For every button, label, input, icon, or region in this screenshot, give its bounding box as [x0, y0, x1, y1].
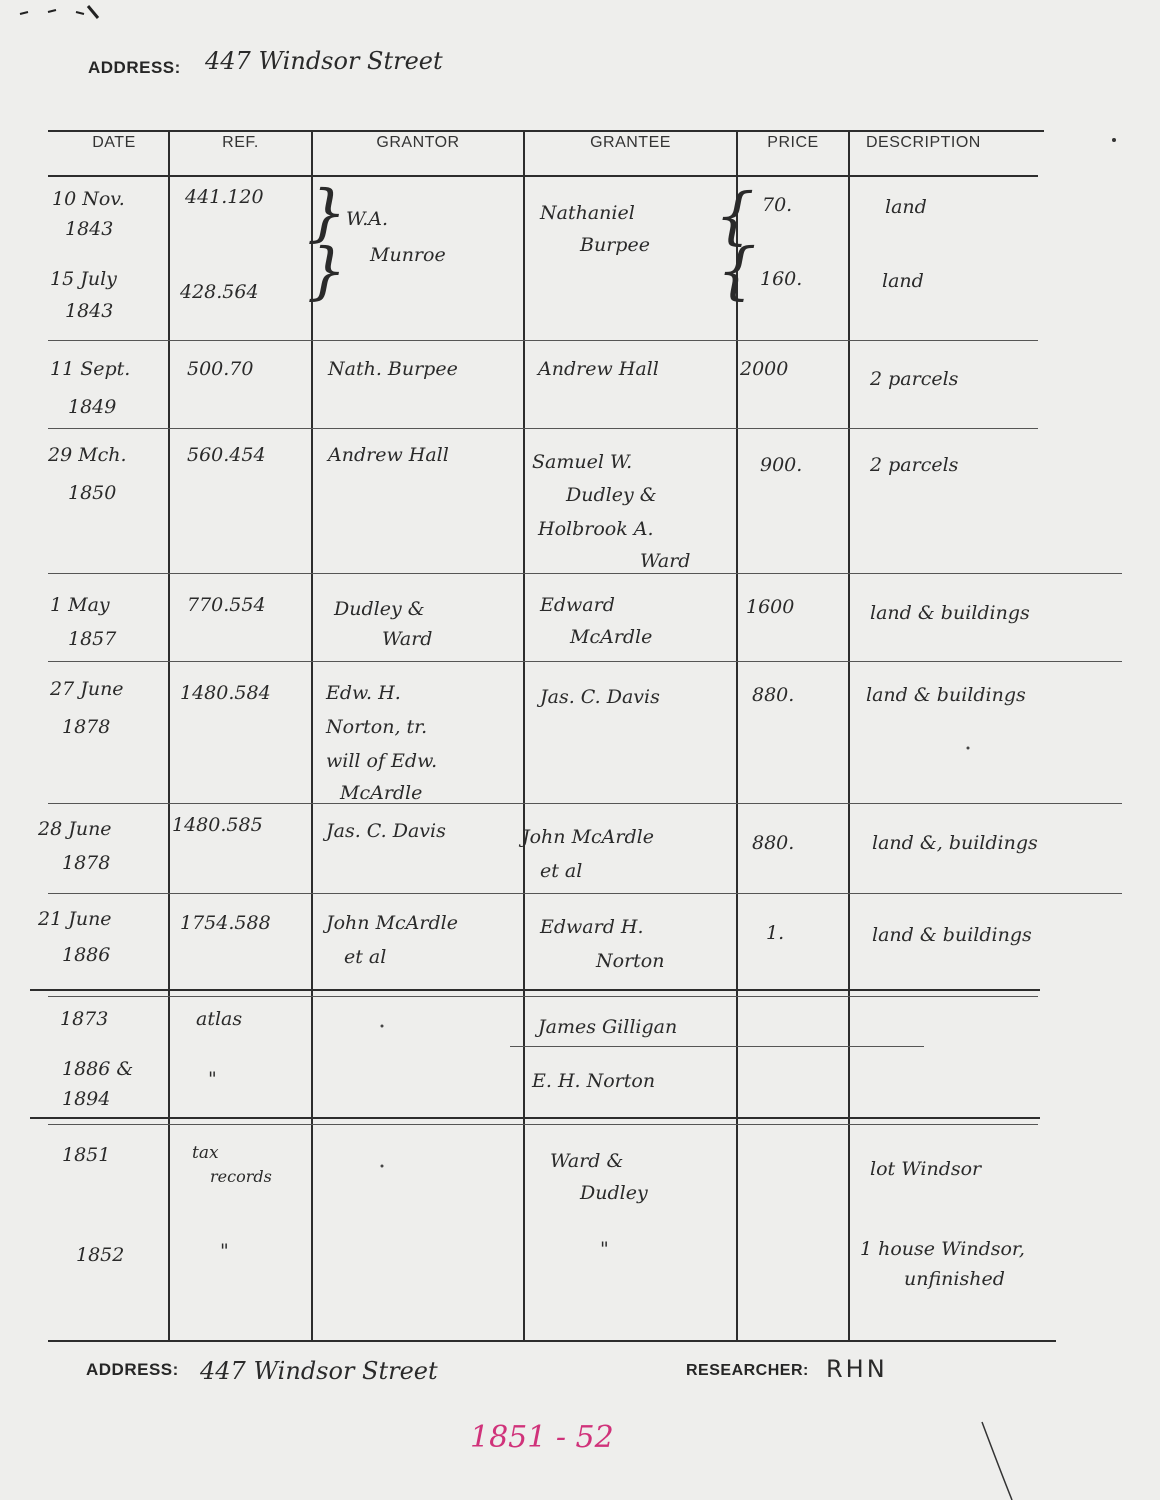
cell-grantor: Munroe [370, 244, 446, 266]
cell-grantee: Andrew Hall [538, 358, 659, 380]
cell-ref: 1480.584 [180, 682, 271, 704]
cell-grantee: Jas. C. Davis [540, 686, 660, 708]
brace-mark: } [307, 176, 347, 249]
cell-grantee: Edward H. [540, 916, 644, 938]
col-header-grantor: GRANTOR [376, 134, 460, 151]
cell-price: 880. [752, 684, 795, 706]
address-label: ADDRESS: [88, 58, 181, 77]
cell-date: 1851 [62, 1144, 111, 1166]
cell-grantee-line: et al [540, 860, 583, 882]
cell-ref: " [220, 1240, 229, 1262]
cell-description: land [882, 270, 924, 292]
cell-date: 28 June [38, 818, 112, 840]
cell-date: 10 Nov. [52, 188, 125, 210]
cell-grantee: Samuel W. [532, 451, 633, 473]
cell-grantee-line: Holbrook A. [538, 518, 654, 540]
researcher-value: RHN [826, 1355, 888, 1383]
cell-grantor: Jas. C. Davis [326, 820, 446, 842]
col-header-price: PRICE [767, 134, 819, 151]
cell-ref: 1480.585 [172, 814, 263, 836]
cell-grantee: James Gilligan [538, 1016, 678, 1038]
col-header-date: DATE [92, 134, 136, 151]
researcher-label: RESEARCHER: [686, 1362, 809, 1379]
cell-ref: 441.120 [185, 186, 264, 208]
cell-description: land & buildings [872, 924, 1032, 946]
cell-date: 1873 [60, 1008, 109, 1030]
cell-date-year: 1850 [68, 482, 117, 504]
cell-grantor-line: will of Edw. [326, 750, 438, 772]
cell-grantee: E. H. Norton [532, 1070, 656, 1092]
cell-grantee-line: McArdle [570, 626, 653, 648]
cell-description: land [885, 196, 927, 218]
footer-address-label: ADDRESS: [86, 1360, 179, 1379]
cell-date: 1852 [76, 1244, 125, 1266]
cell-grantor-line: McArdle [340, 782, 423, 804]
cell-date: 11 Sept. [50, 358, 131, 380]
cell-description: land &, buildings [872, 832, 1038, 854]
cell-ref: atlas [196, 1008, 243, 1030]
cell-price: 880. [752, 832, 795, 854]
cell-price: 160. [760, 268, 803, 290]
cell-date: 15 July [50, 268, 117, 290]
cell-grantor: John McArdle [326, 912, 458, 934]
cell-date-year: 1857 [68, 628, 117, 650]
cell-ref: 560.454 [187, 444, 266, 466]
cell-description-line: unfinished [904, 1268, 1005, 1290]
cell-grantor-line: et al [344, 946, 387, 968]
col-header-ref: REF. [222, 134, 259, 151]
cell-price: 900. [760, 454, 803, 476]
col-header-grantee: GRANTEE [590, 134, 671, 151]
cell-ref-line: records [210, 1167, 272, 1186]
cell-grantee: Ward & [550, 1150, 624, 1172]
cell-date: 1 May [50, 594, 110, 616]
brace-mark: } [307, 234, 347, 307]
cell-date: 29 Mch. [48, 444, 127, 466]
cell-description: land & buildings [870, 602, 1030, 624]
cell-grantee-line: Norton [596, 950, 665, 972]
cell-price: 1. [766, 922, 785, 944]
cell-grantee: Edward [540, 594, 615, 616]
cell-description: 2 parcels [870, 454, 959, 476]
cell-description: 2 parcels [870, 368, 959, 390]
cell-description: lot Windsor [870, 1158, 982, 1180]
cell-date-year: 1849 [68, 396, 117, 418]
cell-description: 1 house Windsor, [860, 1238, 1025, 1260]
cell-date: 27 June [50, 678, 124, 700]
cell-grantor: Dudley & [334, 598, 425, 620]
pink-date-note: 1851 - 52 [470, 1420, 614, 1455]
address-value: 447 Windsor Street [205, 47, 443, 75]
cell-grantor: Edw. H. [326, 682, 401, 704]
cell-grantee: John McArdle [522, 826, 654, 848]
cell-date-year: 1878 [62, 852, 111, 874]
cell-price: 2000 [740, 358, 789, 380]
cell-ref: 1754.588 [180, 912, 271, 934]
cell-price: 1600 [746, 596, 795, 618]
brace-mark: { [715, 179, 755, 252]
cell-date-year: 1886 [62, 944, 111, 966]
cell-price: 70. [762, 194, 793, 216]
cell-date: 21 June [38, 908, 112, 930]
cell-grantee-line: Ward [640, 550, 691, 572]
cell-date: 1886 & [62, 1058, 134, 1080]
cell-grantee-line: Dudley [580, 1182, 648, 1204]
cell-ref: tax [192, 1143, 219, 1163]
col-header-description: DESCRIPTION [866, 134, 981, 151]
cell-grantor: Andrew Hall [328, 444, 449, 466]
cell-grantor-line: Ward [382, 628, 433, 650]
cell-grantee: " [600, 1238, 609, 1260]
cell-date-year: 1878 [62, 716, 111, 738]
cell-grantee: Nathaniel [540, 202, 635, 224]
cell-ref: 770.554 [187, 594, 266, 616]
cell-grantor: W.A. [346, 208, 389, 230]
cell-date-year: 1894 [62, 1088, 111, 1110]
cell-grantor: Nath. Burpee [328, 358, 458, 380]
cell-ref: 500.70 [187, 358, 254, 380]
cell-ref: " [208, 1068, 217, 1090]
cell-description: land & buildings [866, 684, 1026, 706]
cell-grantee-line: Dudley & [566, 484, 657, 506]
cell-ref: 428.564 [180, 281, 259, 303]
cell-date-year: 1843 [65, 300, 114, 322]
cell-grantee: Burpee [580, 234, 650, 256]
footer-address-value: 447 Windsor Street [200, 1357, 438, 1385]
brace-mark: { [717, 234, 757, 307]
cell-grantor-line: Norton, tr. [326, 716, 428, 738]
cell-date-year: 1843 [65, 218, 114, 240]
